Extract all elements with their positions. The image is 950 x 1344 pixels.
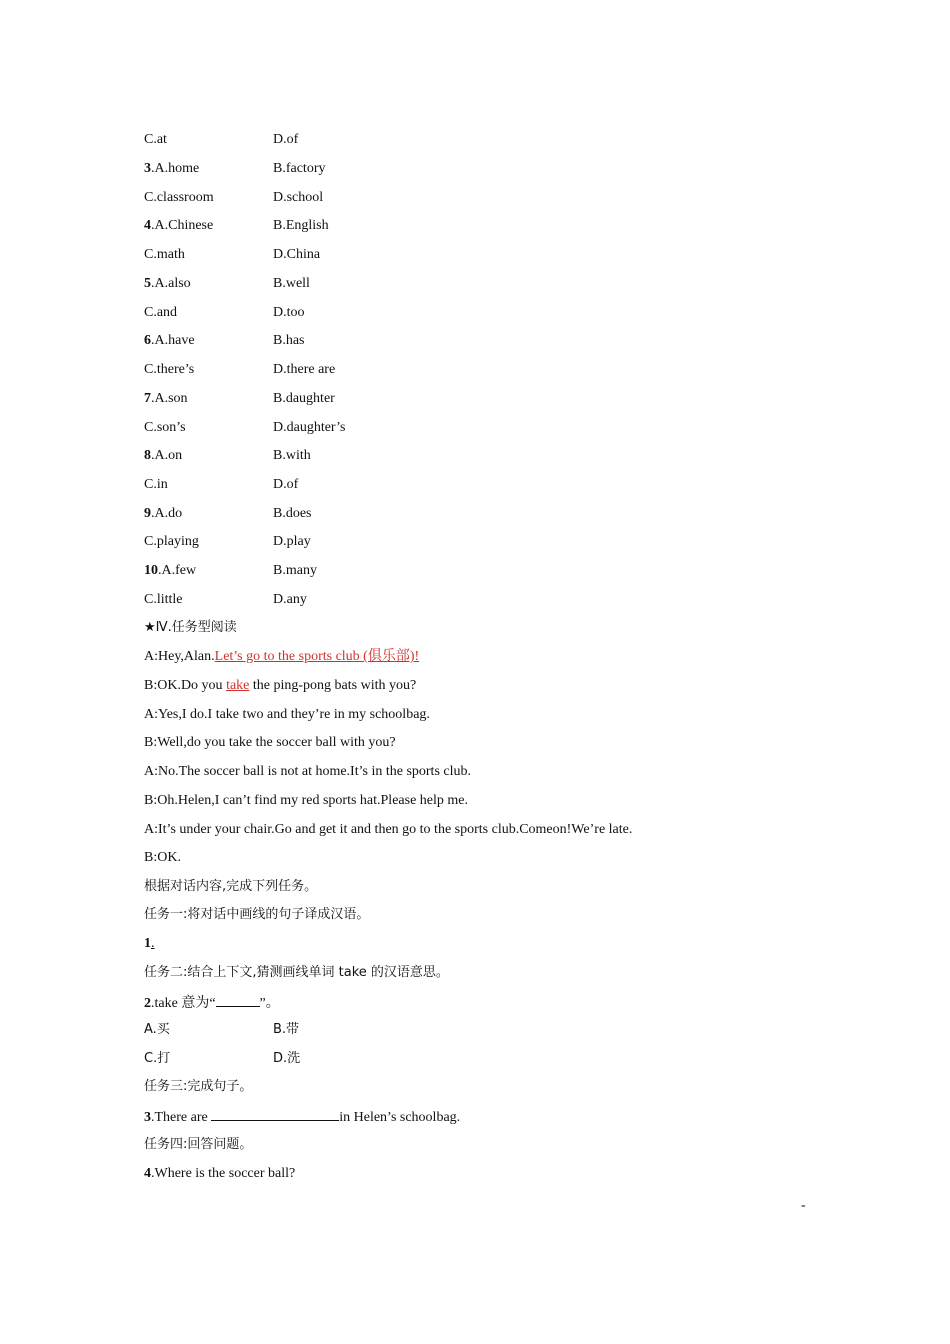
question-number: 10 <box>144 563 158 578</box>
option-row <box>144 303 305 323</box>
question-text: .Where is the soccer ball? <box>151 1166 296 1181</box>
option-c: C.little <box>144 592 183 607</box>
task-title: 任务二:结合上下文,猜测画线单词 take 的汉语意思。 <box>144 965 449 980</box>
option-row <box>144 1049 301 1069</box>
question-text: in Helen’s schoolbag. <box>339 1110 461 1125</box>
question-text: .There are <box>151 1110 212 1125</box>
question-number: 3 <box>144 161 151 176</box>
question-number: 6 <box>144 333 151 348</box>
underlined-sentence: Let’s go to the sports club (俱乐部)! <box>214 649 420 664</box>
option-row <box>144 188 324 208</box>
answer-line: . <box>151 936 155 951</box>
question-number: 3 <box>144 1110 151 1125</box>
dialogue-line <box>144 676 416 696</box>
option-row <box>144 532 311 552</box>
option-row <box>144 590 307 610</box>
dialogue-line: A:Yes,I do.I take two and they’re in my schoolbag. <box>144 707 430 722</box>
option-a: .A.have <box>151 333 195 348</box>
question-number: 4 <box>144 1166 151 1181</box>
option-row <box>144 1020 300 1040</box>
option-row <box>144 331 305 351</box>
option-a: .A.on <box>151 448 183 463</box>
page-footer-mark: - <box>801 1198 806 1213</box>
speaker-text: A:Hey,Alan. <box>144 649 215 664</box>
task-title: 任务四:回答问题。 <box>144 1137 253 1152</box>
question-number: 8 <box>144 448 151 463</box>
dialogue-line: A:It’s under your chair.Go and get it and then go to the sports club.Comeon!We’re late. <box>144 822 633 837</box>
option-row <box>144 245 321 265</box>
dialogue-line: A:No.The soccer ball is not at home.It’s in the sports club. <box>144 764 471 779</box>
question-number: 2 <box>144 996 151 1011</box>
question-text: ”。 <box>259 996 280 1011</box>
option-d: D.any <box>273 592 307 607</box>
option-d: D.too <box>273 305 305 320</box>
option-b: B.many <box>273 563 317 578</box>
option-row <box>144 216 329 236</box>
question-number: 7 <box>144 391 151 406</box>
option-b: B.带 <box>273 1022 300 1037</box>
question-number: 1 <box>144 936 151 951</box>
option-a: .A.do <box>151 506 183 521</box>
option-b: B.factory <box>273 161 326 176</box>
section-title: ★Ⅳ.任务型阅读 <box>144 620 237 635</box>
option-c: C.in <box>144 477 168 492</box>
question-text: .take 意为“ <box>151 996 216 1011</box>
option-d: D.school <box>273 190 324 205</box>
option-b: B.with <box>273 448 311 463</box>
option-a: .A.few <box>158 563 197 578</box>
option-b: B.does <box>273 506 312 521</box>
answer-blank[interactable] <box>211 1106 339 1121</box>
option-row <box>144 418 346 438</box>
option-b: B.daughter <box>273 391 335 406</box>
option-row <box>144 389 335 409</box>
option-c: C.math <box>144 247 185 262</box>
option-a: A.买 <box>144 1022 170 1037</box>
option-d: D.daughter’s <box>273 420 346 435</box>
option-c: C.打 <box>144 1051 171 1066</box>
instructions: 根据对话内容,完成下列任务。 <box>144 879 318 894</box>
question-number: 5 <box>144 276 151 291</box>
task-title: 任务一:将对话中画线的句子译成汉语。 <box>144 907 370 922</box>
option-a: .A.home <box>151 161 200 176</box>
dialogue-line: B:Oh.Helen,I can’t find my red sports hat.Please help me. <box>144 793 468 808</box>
option-d: D.洗 <box>273 1051 301 1066</box>
speaker-text: B:OK.Do you <box>144 678 227 693</box>
option-b: B.well <box>273 276 310 291</box>
option-d: D.play <box>273 534 311 549</box>
option-row <box>144 446 311 466</box>
task-question <box>144 992 280 1012</box>
dialogue-line: B:OK. <box>144 850 181 865</box>
option-b: B.has <box>273 333 305 348</box>
dialogue-line: B:Well,do you take the soccer ball with you? <box>144 735 396 750</box>
option-c: C.there’s <box>144 362 195 377</box>
option-c: C.at <box>144 132 167 147</box>
option-row <box>144 475 299 495</box>
option-a: .A.son <box>151 391 188 406</box>
option-row <box>144 130 299 150</box>
option-a: .A.Chinese <box>151 218 214 233</box>
option-c: C.and <box>144 305 178 320</box>
speaker-text: the ping-pong bats with you? <box>249 678 417 693</box>
option-b: B.English <box>273 218 329 233</box>
option-c: C.playing <box>144 534 199 549</box>
answer-blank[interactable] <box>216 992 260 1007</box>
dialogue-line <box>144 647 419 667</box>
option-row <box>144 561 317 581</box>
option-row <box>144 274 310 294</box>
option-a: .A.also <box>151 276 191 291</box>
option-c: C.classroom <box>144 190 214 205</box>
option-row <box>144 504 312 524</box>
option-d: D.there are <box>273 362 336 377</box>
option-d: D.China <box>273 247 321 262</box>
task-question <box>144 1164 295 1184</box>
underlined-word: take <box>226 678 250 693</box>
option-row <box>144 159 326 179</box>
task-title: 任务三:完成句子。 <box>144 1079 253 1094</box>
task-question <box>144 1106 460 1126</box>
question-number: 9 <box>144 506 151 521</box>
question-number: 4 <box>144 218 151 233</box>
option-d: D.of <box>273 132 299 147</box>
task-question <box>144 934 155 954</box>
option-row <box>144 360 336 380</box>
option-c: C.son’s <box>144 420 186 435</box>
option-d: D.of <box>273 477 299 492</box>
